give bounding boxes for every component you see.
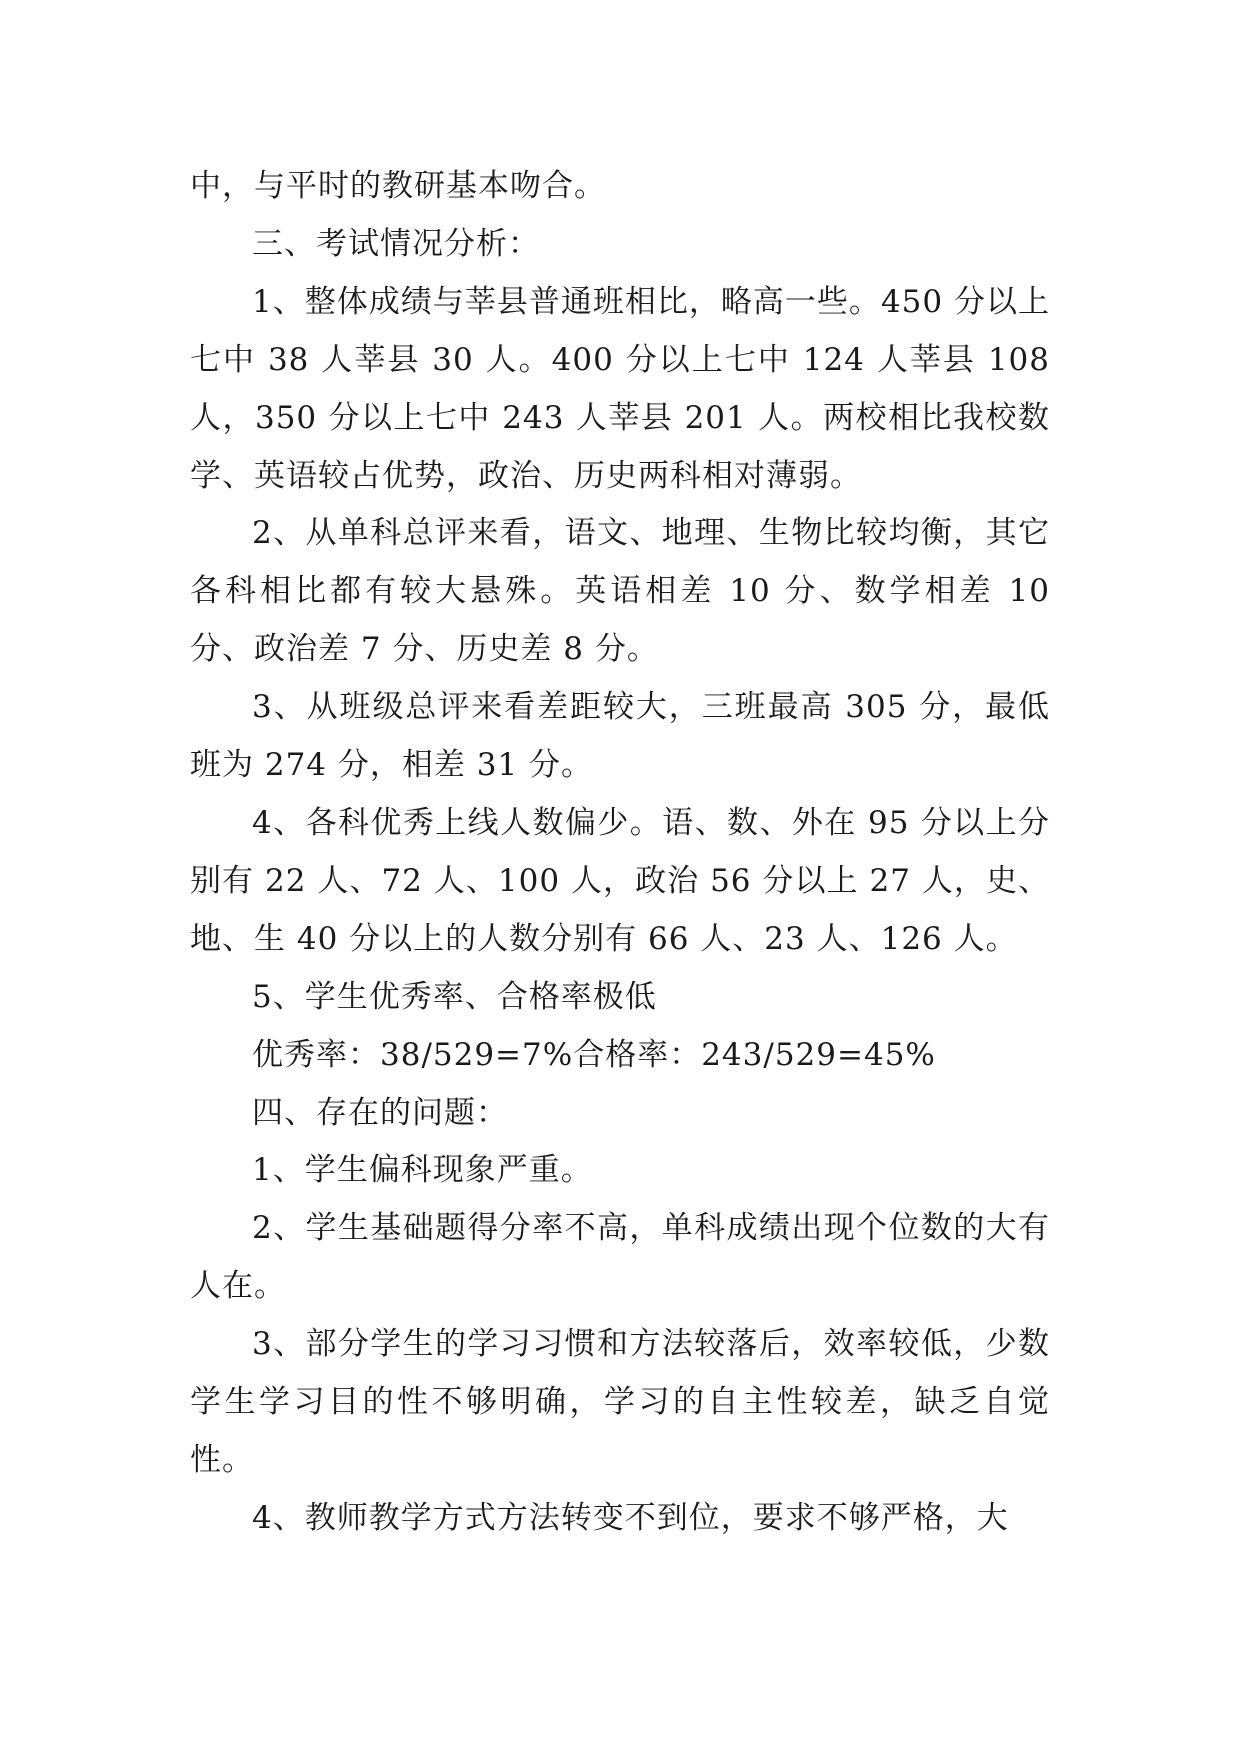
document-body: [190, 158, 1050, 1548]
paragraph-excellent-counts: 4、各科优秀上线人数偏少。语、数、外在 95 分以上分别有 22 人、72 人、100 人，政治 56 分以上 27 人，史、地、生 40 分以上的人数分别有 66 人、23 人、126 人。: [190, 804, 1050, 957]
paragraph-rates-heading: 5、学生优秀率、合格率极低: [252, 978, 657, 1015]
paragraph-single-subject: 2、从单科总评来看，语文、地理、生物比较均衡，其它各科相比都有较大悬殊。英语相差 10 分、数学相差 10 分、政治差 7 分、历史差 8 分。: [190, 515, 1050, 668]
paragraph-class-comparison: 3、从班级总评来看差距较大，三班最高 305 分，最低班为 274 分，相差 31 分。: [190, 689, 1050, 784]
paragraph-problem-4: 4、教师教学方式方法转变不到位，要求不够严格，大: [252, 1499, 1009, 1536]
paragraph-rates-values: 优秀率：38/529=7%合格率：243/529=45%: [252, 1036, 936, 1073]
section-heading-problems: 四、存在的问题：: [252, 1094, 508, 1131]
paragraph-overall-scores: 1、整体成绩与莘县普通班相比，略高一些。450 分以上七中 38 人莘县 30 人。400 分以上七中 124 人莘县 108 人，350 分以上七中 243 人莘县 201 人。两校相比我校数学、英语较占优势，政治、历史两科相对薄弱。: [190, 283, 1050, 494]
paragraph-problem-1: 1、学生偏科现象严重。: [252, 1152, 593, 1189]
section-heading-exam-analysis: 三、考试情况分析：: [252, 225, 540, 262]
paragraph-problem-2: 2、学生基础题得分率不高，单科成绩出现个位数的大有人在。: [190, 1210, 1050, 1305]
paragraph-problem-3: 3、部分学生的学习习惯和方法较落后，效率较低，少数学生学习目的性不够明确，学习的自主性较差，缺乏自觉性。: [190, 1326, 1050, 1478]
paragraph-continuation: 中，与平时的教研基本吻合。: [190, 168, 606, 204]
